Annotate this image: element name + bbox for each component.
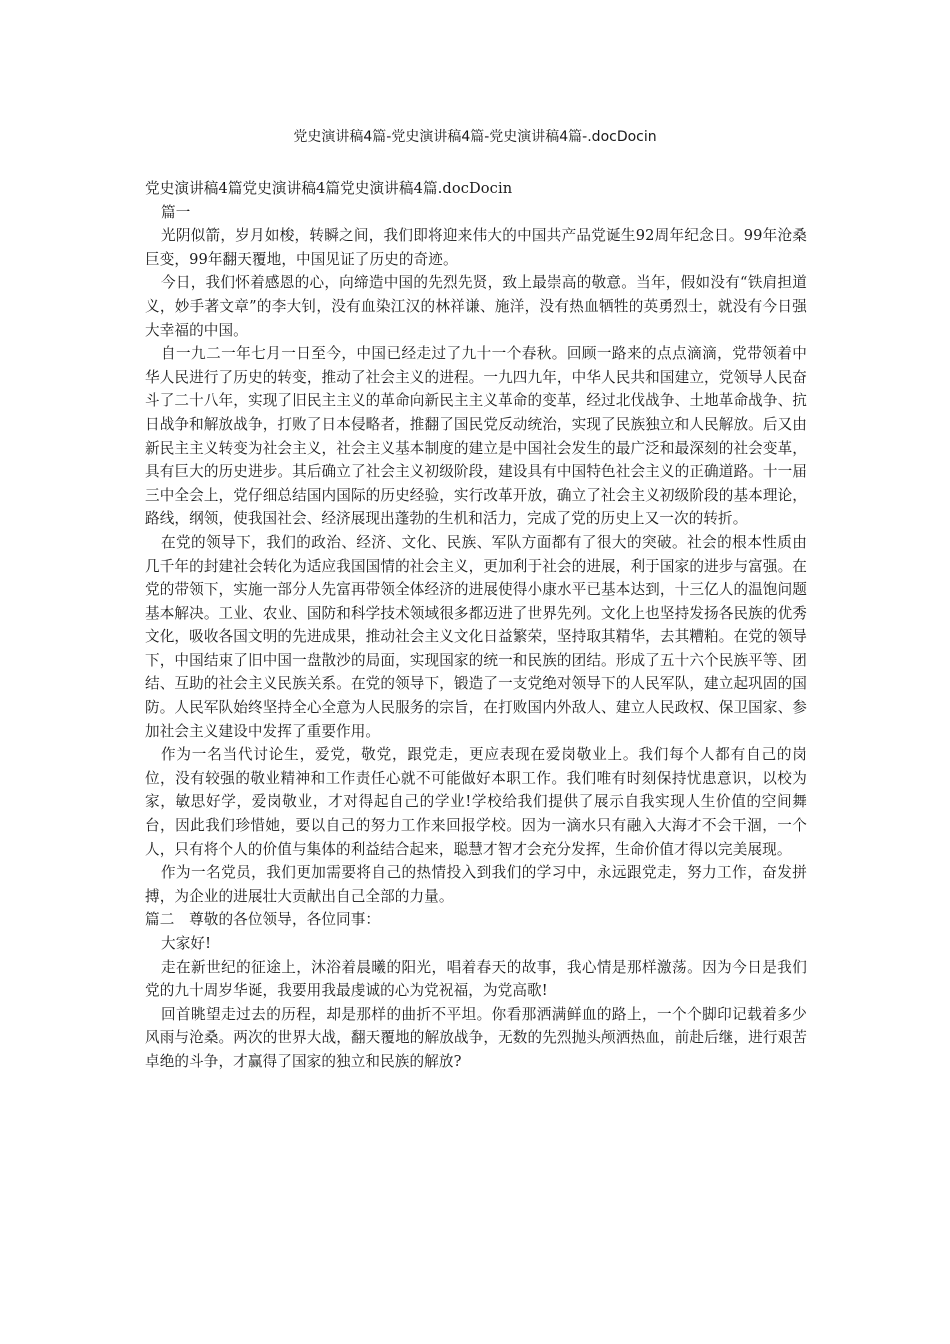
page-header [0, 128, 950, 146]
paragraph-5: 作为一名当代讨论生，爱党，敬党，跟党走，更应表现在爱岗敬业上。我们每个人都有自己的岗位，没有较强的敬业精神和工作责任心就不可能做好本职工作。我们唯有时刻保持忧患意识，以校为家，敏思好学，爱岗敬业，才对得起自己的学业!学校给我们提供了展示自我实现人生价值的空间舞台，因此我们珍惜她，要以自己的努力工作来回报学校。因为一滴水只有融入大海才不会干涸，一个人，只有将个人的价值与集体的利益结合起来，聪慧才智才会充分发挥，生命价值才得以完美展现。 [145, 746, 807, 858]
paragraph-9: 回首眺望走过去的历程，却是那样的曲折不平坦。你看那洒满鲜血的路上，一个个脚印记载着多少风雨与沧桑。两次的世界大战，翻天覆地的解放战争，无数的先烈抛头颅洒热血，前赴后继，进行艰苦卓绝的斗争，才赢得了国家的独立和民族的解放? [145, 1005, 807, 1070]
page-header-title: 党史演讲稿4篇-党史演讲稿4篇-党史演讲稿4篇-.docDocin [293, 129, 657, 145]
section-label-part2: 篇二 尊敬的各位领导，各位同事： [145, 911, 381, 929]
document-body [145, 177, 807, 1074]
paragraph-8: 走在新世纪的征途上，沐浴着晨曦的阳光，唱着春天的故事，我心情是那样激荡。因为今日是我们党的九十周岁华诞，我要用我最虔诚的心为党祝福，为党高歌! [145, 958, 807, 1000]
document-title: 党史演讲稿4篇党史演讲稿4篇党史演讲稿4篇.docDocin [145, 180, 513, 197]
paragraph-3: 自一九二一年七月一日至今，中国已经走过了九十一个春秋。回顾一路来的点点滴滴，党带领着中华人民进行了历史的转变，推动了社会主义的进程。一九四九年，中华人民共和国建立，党领导人民奋斗了二十八年，实现了旧民主主义的革命向新民主主义革命的变革，经过北伐战争、土地革命战争、抗日战争和解放战争，打败了日本侵略者，推翻了国民党反动统治，实现了民族独立和人民解放。后又由新民主主义转变为社会主义，社会主义基本制度的建立是中国社会发生的最广泛和最深刻的社会变革，具有巨大的历史进步。其后确立了社会主义初级阶段，建设具有中国特色社会主义的正确道路。十一届三中全会上，党仔细总结国内国际的历史经验，实行改革开放，确立了社会主义初级阶段的基本理论，路线，纲领，使我国社会、经济展现出蓬勃的生机和活力，完成了党的历史上又一次的转折。 [145, 345, 807, 528]
paragraph-7: 大家好! [161, 935, 212, 952]
paragraph-2: 今日，我们怀着感恩的心，向缔造中国的先烈先贤，致上最崇高的敬意。当年，假如没有“铁肩担道义，妙手著文章”的李大钊，没有血染江汉的林祥谦、施洋，没有热血牺牲的英勇烈士，就没有今日强大幸福的中国。 [145, 274, 807, 339]
paragraph-6: 作为一名党员，我们更加需要将自己的热情投入到我们的学习中，永远跟党走，努力工作，奋发拼搏，为企业的进展壮大贡献出自己全部的力量。 [145, 864, 807, 905]
paragraph-4: 在党的领导下，我们的政治、经济、文化、民族、军队方面都有了很大的突破。社会的根本性质由几千年的封建社会转化为适应我国国情的社会主义，更加利于社会的进展，利于国家的进步与富强。在党的带领下，实施一部分人先富再带领全体经济的进展使得小康水平已基本达到，十三亿人的温饱问题基本解决。工业、农业、国防和科学技术领域很多都迈进了世界先列。文化上也坚持发扬各民族的优秀文化，吸收各国文明的先进成果，推动社会主义文化日益繁荣，坚持取其精华，去其糟粕。在党的领导下，中国结束了旧中国一盘散沙的局面，实现国家的统一和民族的团结。形成了五十六个民族平等、团结、互助的社会主义民族关系。在党的领导下，锻造了一支党绝对领导下的人民军队，建立起巩固的国防。人民军队始终坚持全心全意为人民服务的宗旨，在打败国内外敌人、建立人民政权、保卫国家、参加社会主义建设中发挥了重要作用。 [145, 533, 807, 740]
paragraph-1: 光阴似箭，岁月如梭，转瞬之间，我们即将迎来伟大的中国共产品党诞生92周年纪念日。99年沧桑巨变，99年翻天覆地，中国见证了历史的奇迹。 [145, 227, 807, 268]
section-label-part1: 篇一 [161, 203, 191, 221]
